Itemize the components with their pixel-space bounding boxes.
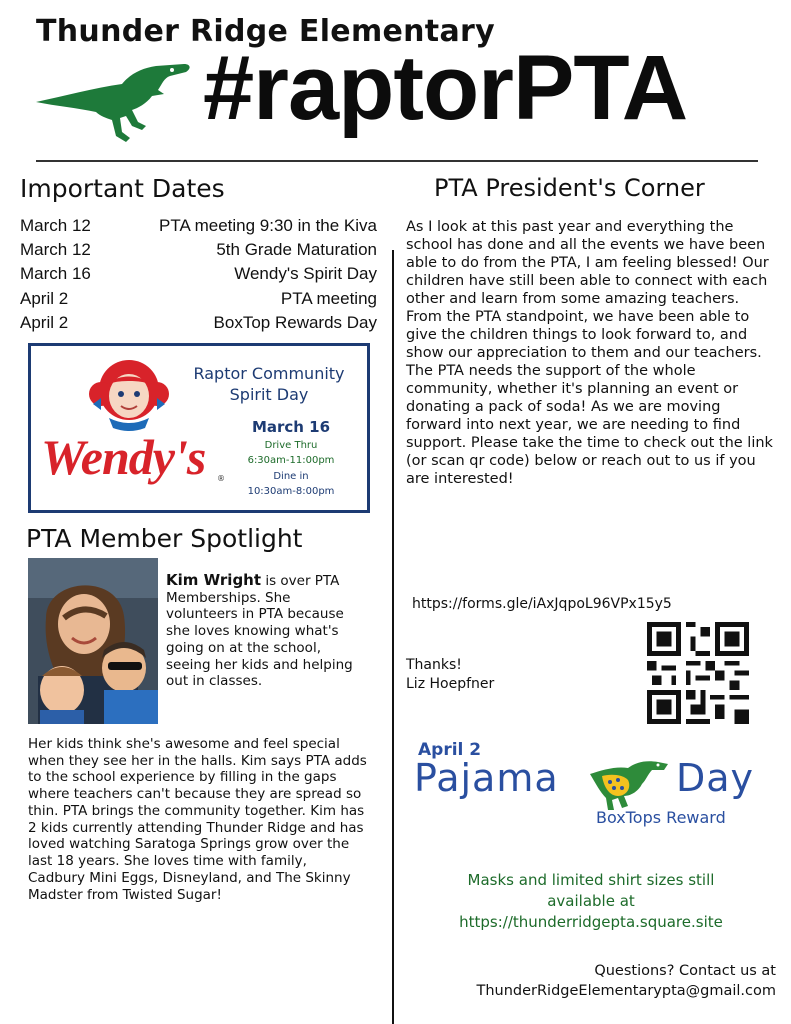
- wendys-spirit-day-flyer: [28, 343, 370, 513]
- date-label: March 12: [20, 216, 91, 235]
- date-row: [20, 313, 377, 337]
- event-label: PTA meeting: [280, 288, 377, 308]
- dine-in-label: Dine in: [273, 471, 309, 482]
- hashtag-title: #raptorPTA: [203, 37, 688, 139]
- spotlight-intro: [166, 571, 366, 690]
- column-divider: [392, 250, 394, 1024]
- date-row: [20, 240, 377, 264]
- dates-list: [20, 216, 377, 337]
- raptor-dino-icon: [34, 60, 194, 144]
- wendys-girl-icon: [87, 354, 171, 436]
- wendys-brand: Wendy's: [41, 429, 206, 485]
- president-message: As I look at this past year and everything the school has done and all the events we have been able to do from the PTA, I am feeling blessed! Our children have still been able to connect with each other and learn from some amazing teachers. From the PTA standpoint, we have been able to give the children things to look forward to, and show our appreciation to them and our teachers. The PTA needs the support of the whole community, whether it's planning an event or donating a pack of soda! As we are moving forward into next year, we are needing to find support. Please take the time to check out the link (or scan qr code) below or reach out to us if you are interested!: [406, 219, 773, 487]
- intro-text: is over PTA Memberships. She volunteers in PTA because she loves knowing what's going on at the school, seeing her kids and helping out in classes.: [166, 573, 353, 690]
- spirit-day-date: March 16: [251, 418, 331, 436]
- spotlight-body: Her kids think she's awesome and feel special when they see her in the halls. Kim says PTA adds to the school experience by filling in the gaps where teachers can't because they are spread so thin. PTA brings the community together. Kim has 2 kids currently attending Thunder Ridge and has loved watching Saratoga Springs grow over the last 18 years. She loves time with family, Cadbury Mini Eggs, Disneyland, and The Skinny Madster from Twisted Sugar!: [28, 736, 367, 903]
- school-name: Thunder Ridge Elementary: [36, 14, 495, 49]
- spirit-day-title: Raptor Community Spirit Day: [193, 364, 345, 404]
- contact-prompt: Questions? Contact us at: [594, 963, 776, 979]
- dine-in-hours: 10:30am-8:00pm: [247, 486, 335, 497]
- registered-mark: ®: [217, 474, 225, 483]
- pajama-word: Pajama: [414, 756, 559, 800]
- drive-thru-label: Drive Thru: [264, 440, 318, 451]
- drive-thru-hours: 6:30am-11:00pm: [247, 455, 335, 466]
- masks-line-2: available at: [547, 892, 635, 910]
- event-label: PTA meeting 9:30 in the Kiva: [159, 216, 377, 235]
- event-label: Wendy's Spirit Day: [234, 264, 377, 284]
- date-label: March 16: [20, 264, 91, 284]
- qr-code-icon[interactable]: [646, 622, 750, 724]
- president-corner-heading: PTA President's Corner: [434, 174, 705, 202]
- date-label: April 2: [20, 288, 69, 308]
- signature: Liz Hoepfner: [406, 675, 495, 692]
- member-name: Kim Wright: [166, 571, 262, 589]
- boxtops-subtitle: BoxTops Reward: [596, 808, 726, 827]
- header-rule: [36, 160, 758, 162]
- day-word: Day: [676, 756, 755, 800]
- sign-off: [406, 656, 494, 694]
- pajama-day-date: April 2: [418, 740, 482, 760]
- masks-line-1: Masks and limited shirt sizes still: [467, 871, 715, 889]
- store-link[interactable]: https://thunderridgepta.square.site: [459, 913, 723, 931]
- contact-email[interactable]: ThunderRidgeElementarypta@gmail.com: [476, 983, 776, 1000]
- date-label: March 12: [20, 240, 91, 260]
- spotlight-heading: PTA Member Spotlight: [26, 524, 303, 553]
- signup-form-link[interactable]: https://forms.gle/iAxJqpoL96VPx15y5: [412, 596, 672, 612]
- contact-block: [406, 961, 776, 1002]
- date-row: [20, 216, 377, 240]
- date-row: [20, 289, 377, 313]
- masks-notice: [406, 870, 776, 933]
- date-label: April 2: [20, 312, 69, 332]
- event-label: 5th Grade Maturation: [216, 240, 377, 260]
- important-dates-heading: Important Dates: [20, 174, 225, 203]
- pajama-dino-icon: [588, 756, 670, 812]
- spotlight-photo: [28, 558, 158, 724]
- date-row: [20, 264, 377, 288]
- event-label: BoxTop Rewards Day: [213, 312, 377, 332]
- thanks-text: Thanks!: [406, 657, 462, 673]
